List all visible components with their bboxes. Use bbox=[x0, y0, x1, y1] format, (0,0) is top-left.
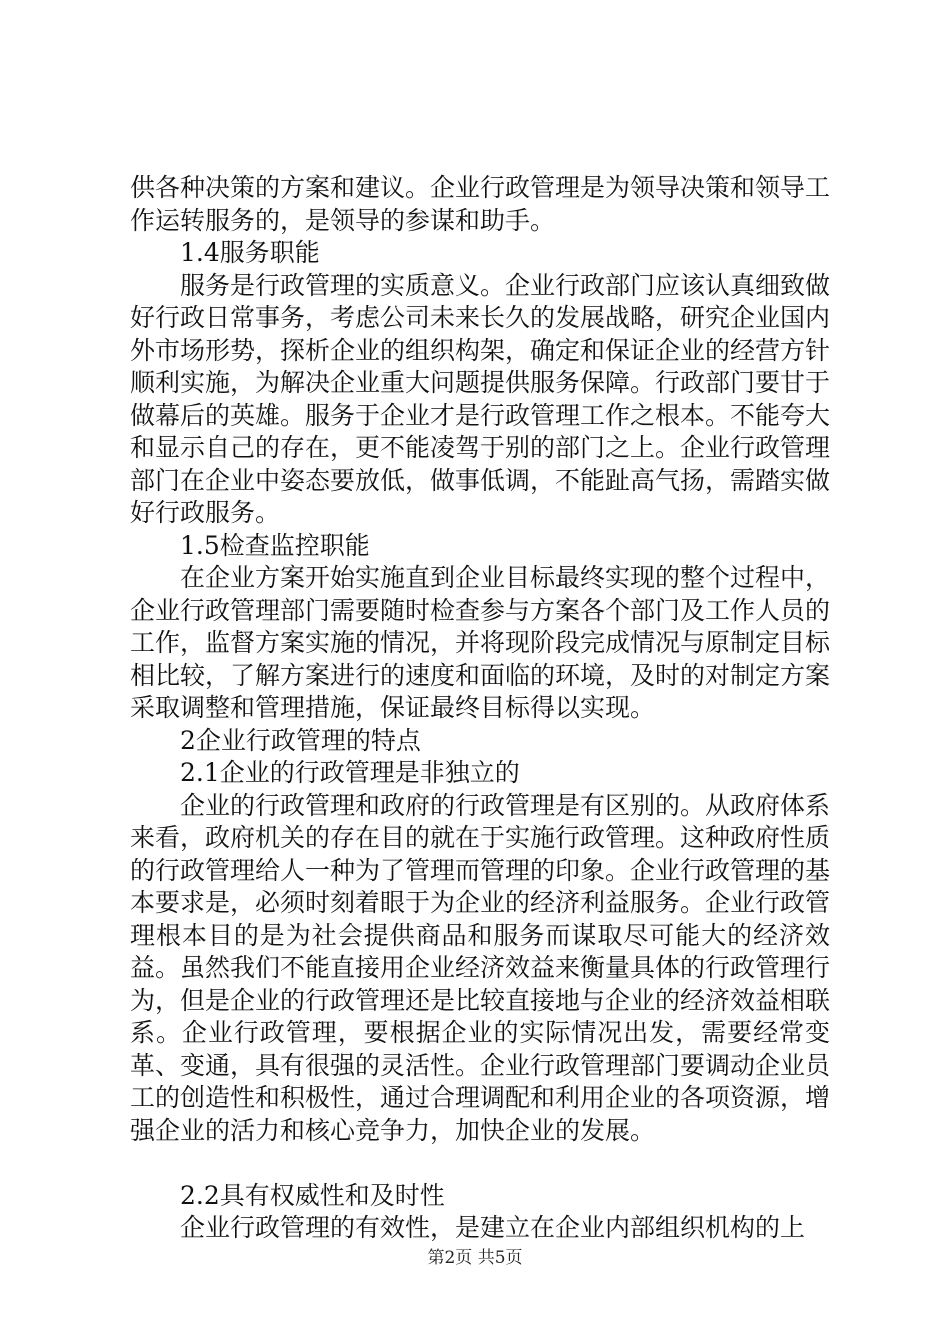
page-number-footer: 第2页 共5页 bbox=[427, 1248, 523, 1268]
paragraph-service: 服务是行政管理的实质意义。企业行政部门应该认真细致做好行政日常事务，考虑公司未来长久的发展战略，研究企业国内外市场形势，探析企业的组织构架，确定和保证企业的经营方针顺利实施，为解决企业重大问题提供服务保障。行政部门要甘于做幕后的英雄。服务于企业才是行政管理工作之根本。不能夸大和显示自己的存在，更不能凌驾于别的部门之上。企业行政管理部门在企业中姿态要放低，做事低调，不能趾高气扬，需踏实做好行政服务。 bbox=[130, 270, 831, 527]
document-body bbox=[130, 172, 830, 1245]
section-heading-2-2: 2.2具有权威性和及时性 bbox=[180, 1180, 445, 1210]
section-heading-1-4: 1.4服务职能 bbox=[180, 238, 320, 267]
paragraph-non-independent: 企业的行政管理和政府的行政管理是有区别的。从政府体系来看，政府机关的存在目的就在于实施行政管理。这种政府性质的行政管理给人一种为了管理而管理的印象。企业行政管理的基本要求是，必须时刻着眼于为企业的经济利益服务。企业行政管理根本目的是为社会提供商品和服务而谋取尽可能大的经济效益。虽然我们不能直接用企业经济效益来衡量具体的行政管理行为，但是企业的行政管理还是比较直接地与企业的经济效益相联系。企业行政管理，要根据企业的实际情况出发，需要经常变革、变通，具有很强的灵活性。企业行政管理部门要调动企业员工的创造性和积极性，通过合理调配和利用企业的各项资源，增强企业的活力和核心竞争力，加快企业的发展。 bbox=[130, 790, 831, 1145]
paragraph-authority: 企业行政管理的有效性，是建立在企业内部组织机构的上 bbox=[180, 1213, 806, 1242]
paragraph-inspection: 在企业方案开始实施直到企业目标最终实现的整个过程中，企业行政管理部门需要随时检查参与方案各个部门及工作人员的工作，监督方案实施的情况，并将现阶段完成情况与原制定目标相比较，了解方案进行的速度和面临的环境，及时的对制定方案采取调整和管理措施，保证最终目标得以实现。 bbox=[130, 563, 831, 722]
section-heading-1-5: 1.5检查监控职能 bbox=[180, 530, 370, 560]
section-heading-2-1: 2.1企业的行政管理是非独立的 bbox=[180, 758, 520, 787]
paragraph-continued: 供各种决策的方案和建议。企业行政管理是为领导决策和领导工作运转服务的，是领导的参谋和助手。 bbox=[130, 173, 831, 235]
section-heading-2: 2企业行政管理的特点 bbox=[180, 725, 421, 755]
